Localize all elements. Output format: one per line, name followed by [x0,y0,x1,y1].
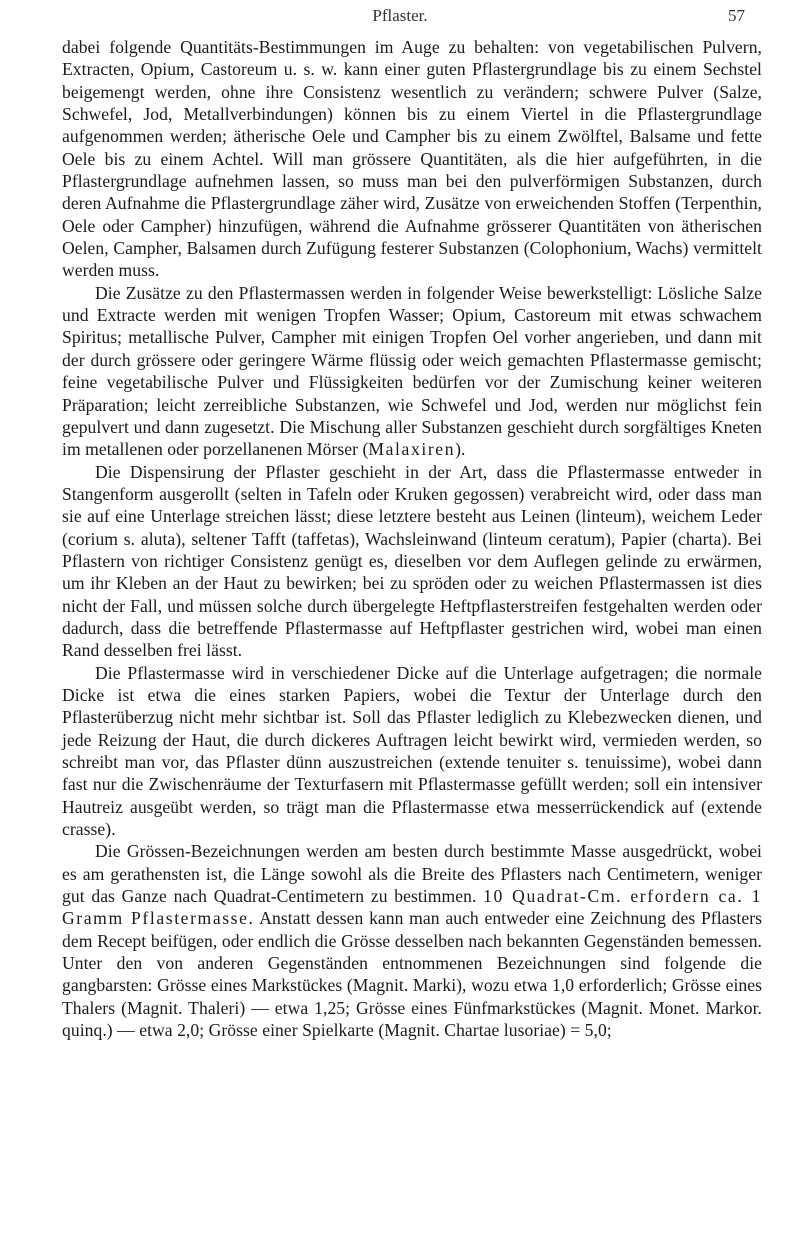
paragraph-text-end: Anstatt dessen kann man auch entweder eine Zeichnung des Pflasters dem Recept beifügen, oder endlich die Grösse desselben nach bekannten Gegenständen bemessen. Unter den von anderen Gegenständen entnommenen Bezeichnungen sind folgende die gangbarsten: Grösse eines Markstückes (Magnit. Marki), wozu etwa 1,0 erforderlich; Grösse eines Thalers (Magnit. Thaleri) — etwa 1,25; Grösse eines Fünfmarkstückes (Magnit. Monet. Markor. quinq.) — etwa 2,0; Grösse einer Spielkarte (Magnit. Chartae lusoriae) = 5,0; [62,908,762,1041]
body-text [62,36,762,1041]
page-header [0,0,800,34]
paragraph-dosage-quantities [62,36,762,282]
paragraph-text: dabei folgende Quantitäts-Bestimmungen im Auge zu behalten: von vegetabilischen Pulvern, Extracten, Opium, Castoreum u. s. w. kann einer guten Pflastergrundlage bis zu einem Sechstel beigemengt werden, ohne ihre Consistenz wesentlich zu verändern; schwere Pulver (Salze, Schwefel, Jod, Metallverbindungen) können bis zu einem Viertel in die Pflastergrundlage aufgenommen werden; ätherische Oele und Campher bis zu einem Zwölftel, Balsame und fette Oele bis zu einem Achtel. Will man grössere Quantitäten, als die hier aufgeführten, in die Pflastergrundlage aufnehmen lassen, so muss man bei den pulverförmigen Substanzen, durch deren Aufnahme die Pflastergrundlage zäher wird, Zusätze von erweichenden Stoffen (Terpenthin, Oele oder Campher) hinzufügen, während die Aufnahme grösserer Quantitäten von ätherischen Oelen, Campher, Balsamen durch Zufügung festerer Substanzen (Colophonium, Wachs) vermittelt werden muss. [62,37,762,281]
paragraph-text: Die Pflastermasse wird in verschiedener Dicke auf die Unterlage aufgetragen; die normale Dicke ist etwa die eines starken Papiers, wobei die Textur der Unterlage durch den Pflasterüberzug nicht mehr sichtbar ist. Soll das Pflaster lediglich zu Klebezwecken dienen, und jede Reizung der Haut, die durch dickeres Auftragen leicht bewirkt wird, vermieden werden, so schreibt man vor, das Pflaster dünn auszustreichen (extende tenuiter s. tenuissime), wobei dann fast nur die Zwischenräume der Texturfasern mit Pflastermasse gefüllt werden; soll ein intensiver Hautreiz ausgeübt werden, so trägt man die Pflastermasse etwa messerrückendick auf (extende crasse). [62,662,762,840]
paragraph-text-end: ). [455,439,466,460]
paragraph-dispensing [62,461,762,662]
page-number: 57 [728,6,745,25]
running-title: Pflaster. [372,6,428,25]
paragraph-mixing [62,282,762,461]
spaced-term: 10 Quadrat-Cm. erfordern ca. 1 Gramm Pflastermasse. [62,886,762,929]
paragraph-thickness [62,662,762,841]
paragraph-text: Die Dispensirung der Pflaster geschieht in der Art, dass die Pflastermasse entweder in Stangenform ausgerollt (selten in Tafeln oder Kruken gegossen) verabreicht wird, oder dass man sie auf eine Unterlage streichen lässt; diese letztere besteht aus Leinen (linteum), weichem Leder (corium s. aluta), seltener Tafft (taffetas), Wachsleinwand (linteum ceratum), Papier (charta). Bei Pflastern von richtiger Consistenz genügt es, dieselben vor dem Auflegen gelinde zu erwärmen, um ihr Kleben an der Haut zu bewirken; bei zu spröden oder zu weichen Pflastermassen ist dies nicht der Fall, und müssen solche durch übergelegte Heftpflasterstreifen festgehalten werden oder dadurch, dass die betreffende Pflastermasse auf Heftpflaster gestrichen wird, wobei man einen Rand desselben frei lässt. [62,461,762,661]
paragraph-size-designations [62,840,762,1041]
spaced-term: Malaxiren [368,439,456,460]
paragraph-text: Die Grössen-Bezeichnungen werden am besten durch bestimmte Masse ausgedrückt, wobei es am gerathensten ist, die Länge sowohl als die Breite des Pflasters nach Centimetern, weniger gut das Ganze nach Quadrat-Centimetern zu bestimmen. [62,841,762,907]
paragraph-text: Die Zusätze zu den Pflastermassen werden in folgender Weise bewerkstelligt: Lösliche Salze und Extracte werden mit wenigen Tropfen Wasser; Opium, Castoreum mit etwas schwachem Spiritus; metallische Pulver, Campher mit einigen Tropfen Oel vorher angerieben, und dann mit der durch grössere oder geringere Wärme flüssig oder weich gemachten Pflastermasse gemischt; feine vegetabilische Pulver und Flüssigkeiten bedürfen vor der Zumischung keiner weiteren Präparation; leicht zerreibliche Substanzen, wie Schwefel und Jod, werden nur möglichst fein gepulvert und dann zugesetzt. Die Mischung aller Substanzen geschieht durch sorgfältiges Kneten im metallenen oder porzellanenen Mörser ( [62,282,762,460]
